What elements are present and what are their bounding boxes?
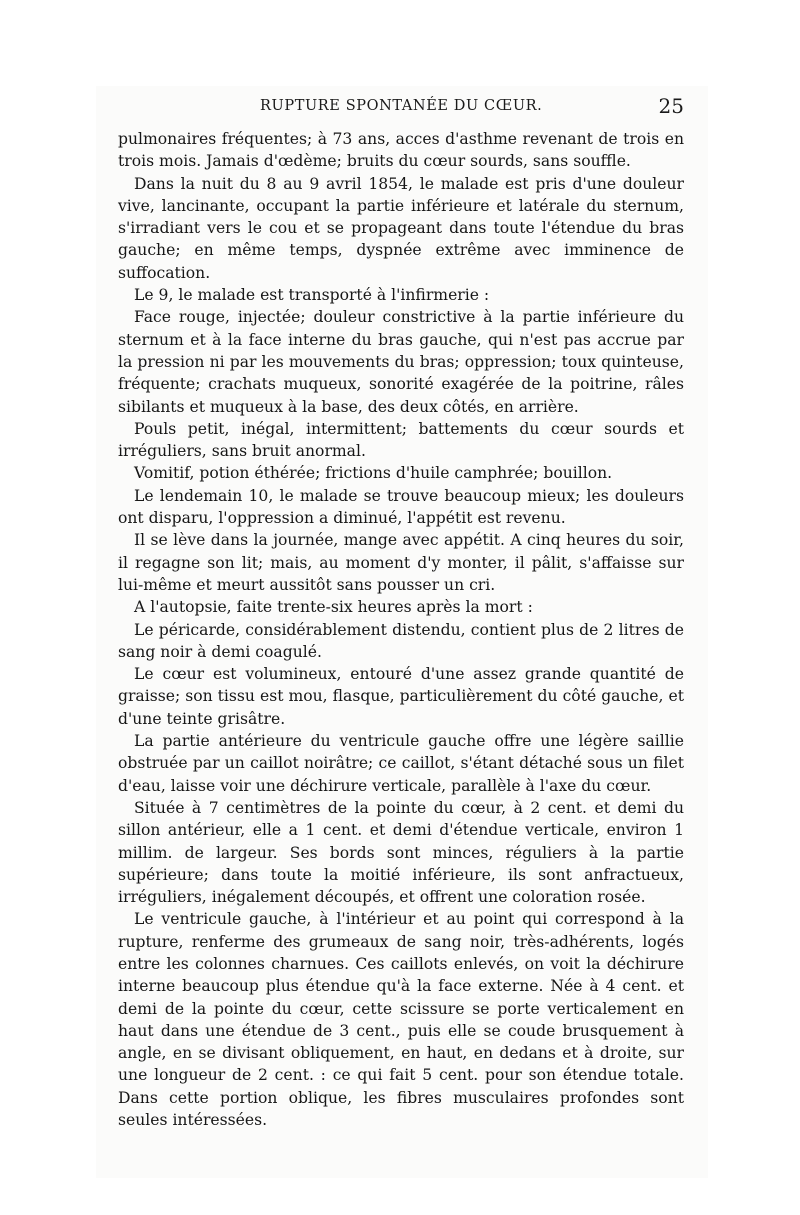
page-number: 25 [658,94,684,118]
paragraph: Le 9, le malade est transporté à l'infirmerie : [134,286,490,305]
page-header [118,96,684,118]
paragraph: Pouls petit, inégal, intermittent; battements du cœur sourds et irréguliers, sans bruit anormal. [118,419,684,461]
paragraph: Le ventricule gauche, à l'intérieur et au point qui correspond à la rupture, renferme des grumeaux de sang noir, très-adhérents, logés entre les colonnes charnues. Ces caillots enlevés, on voit la déchirure interne beaucoup plus étendue qu'à la face externe. Née à 4 cent. et demi de la pointe du cœur, cette scissure se porte verticalement en haut dans une étendue de 3 cent., puis elle se coude brusquement à angle, en se divisant obliquement, en haut, en dedans et à droite, sur une longueur de 2 cent. : ce qui fait 5 cent. pour son étendue totale. Dans cette portion oblique, les fibres musculaires profondes sont seules intéressées. [118,910,684,1130]
paragraph: La partie antérieure du ventricule gauche offre une légère saillie obstruée par un caillot noirâtre; ce caillot, s'étant détaché sous un filet d'eau, laisse voir une déchirure verticale, parallèle à l'axe du cœur. [118,732,684,795]
body-text [118,128,684,1131]
paragraph: pulmonaires fréquentes; à 73 ans, acces d'asthme revenant de trois en trois mois. Jamais d'œdème; bruits du cœur sourds, sans souffle. [118,130,684,171]
running-head: RUPTURE SPONTANÉE DU CŒUR. [260,98,543,114]
paragraph: Le cœur est volumineux, entouré d'une assez grande quantité de graisse; son tissu est mou, flasque, particulièrement du côté gauche, et d'une teinte grisâtre. [118,665,684,728]
paragraph: Située à 7 centimètres de la pointe du cœur, à 2 cent. et demi du sillon antérieur, elle a 1 cent. et demi d'étendue verticale, environ 1 millim. de largeur. Ses bords sont minces, réguliers à la partie supérieure; dans toute la moitié inférieure, ils sont anfractueux, irréguliers, inégalement découpés, et offrent une coloration rosée. [118,798,684,907]
paragraph: Face rouge, injectée; douleur constrictive à la partie inférieure du sternum et à la face interne du bras gauche, qui n'est pas accrue par la pression ni par les mouvements du bras; oppression; toux quinteuse, fréquente; crachats muqueux, sonorité exagérée de la poitrine, râles sibilants et muqueux à la base, des deux côtés, en arrière. [118,308,684,416]
paragraph: Il se lève dans la journée, mange avec appétit. A cinq heures du soir, il regagne son lit; mais, au moment d'y monter, il pâlit, s'affaisse sur lui-même et meurt aussitôt sans pousser un cri. [118,531,684,594]
paragraph: Vomitif, potion éthérée; frictions d'huile camphrée; bouillon. [134,464,613,483]
paragraph: Dans la nuit du 8 au 9 avril 1854, le malade est pris d'une douleur vive, lancinante, occupant la partie inférieure et latérale du sternum, s'irradiant vers le cou et se propageant dans toute l'étendue du bras gauche; en même temps, dyspnée extrême avec imminence de suffocation. [118,174,684,282]
paragraph: Le péricarde, considérablement distendu, contient plus de 2 litres de sang noir à demi coagulé. [118,620,684,661]
paragraph: A l'autopsie, faite trente-six heures après la mort : [134,598,533,617]
paragraph: Le lendemain 10, le malade se trouve beaucoup mieux; les douleurs ont disparu, l'oppression a diminué, l'appétit est revenu. [118,486,684,528]
